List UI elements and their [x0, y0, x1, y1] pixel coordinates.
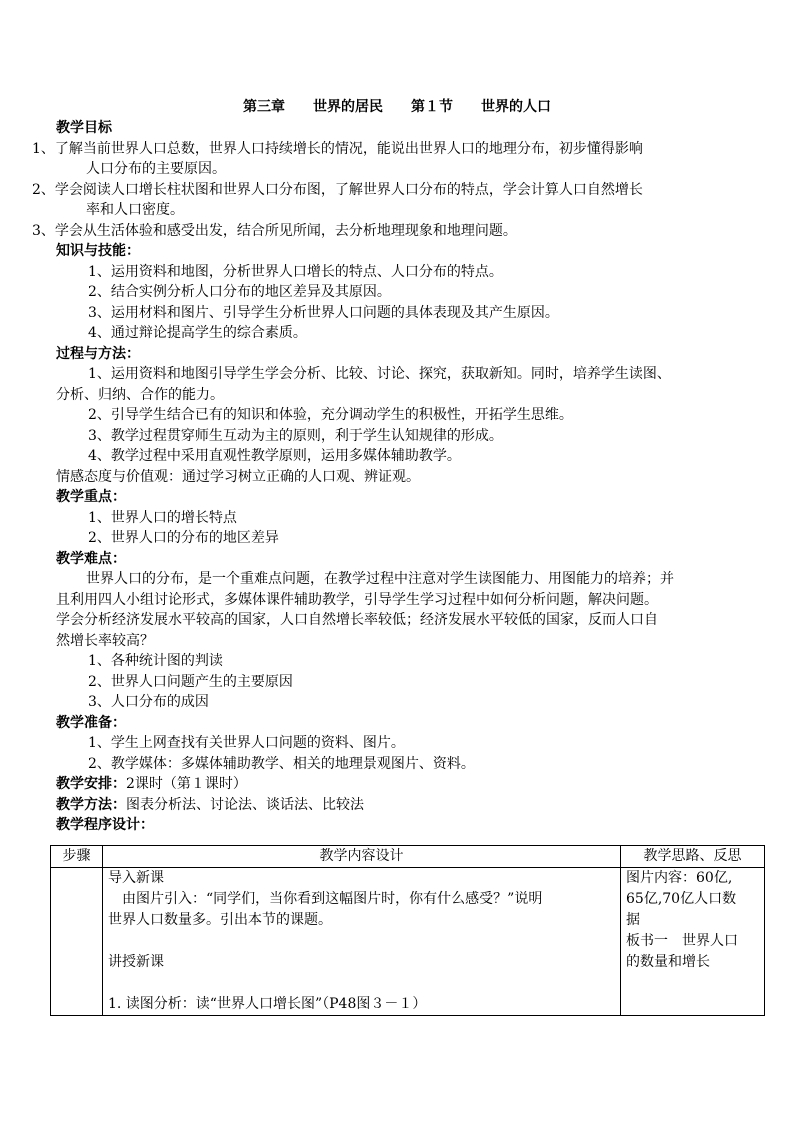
schedule-row	[56, 774, 762, 795]
objectives-heading: 教学目标	[56, 120, 112, 136]
objective-item: 3、学会从生活体验和感受出发，结合所见所闻，去分析地理现象和地理问题。	[32, 222, 517, 239]
process-item: 2、引导学生结合已有的知识和体验，充分调动学生的积极性，开拓学生思维。	[88, 407, 573, 423]
document-body	[32, 118, 762, 836]
notes-line: 65亿,70亿人口数	[626, 891, 737, 907]
preparation-heading: 教学准备：	[56, 714, 126, 731]
difficulties-text-line: 世界人口的分布，是一个重难点问题，在教学过程中注意对学生读图能力、用图能力的培养；并	[86, 571, 674, 587]
intro-title: 导入新课	[108, 870, 164, 886]
methods-label: 教学方法：	[56, 796, 126, 813]
header-content: 教学内容设计	[103, 846, 621, 868]
key-point-item: 1、世界人口的增长特点	[88, 509, 237, 526]
page-title: 第三章 世界的居民 第１节 世界的人口	[243, 99, 551, 115]
schedule-value: 2课时（第１课时）	[126, 776, 247, 792]
objective-item: 1、了解当前世界人口总数，世界人口持续增长的情况，能说出世界人口的地理分布，初步懂得影响	[32, 140, 643, 157]
difficulties-text-line: 然增长率较高？	[56, 632, 154, 649]
key-point-item: 2、世界人口的分布的地区差异	[88, 530, 279, 546]
intro-line: 由图片引入：“同学们，当你看到这幅图片时，你有什么感受？”说明	[122, 891, 543, 907]
methods-value: 图表分析法、讨论法、谈话法、比较法	[126, 796, 364, 813]
key-points-heading: 教学重点：	[56, 489, 126, 505]
intro-line: 世界人口数量多。引出本节的课题。	[108, 912, 332, 928]
objective-item-cont: 率和人口密度。	[86, 202, 184, 218]
new-lesson-title: 讲授新课	[108, 954, 164, 970]
notes-line: 板书一 世界人口	[626, 933, 738, 949]
table-header-row	[51, 846, 765, 868]
knowledge-item: 4、通过辩论提高学生的综合素质。	[88, 325, 307, 341]
header-notes: 教学思路、反思	[621, 846, 765, 868]
knowledge-item: 2、结合实例分析人口分布的地区差异及其原因。	[88, 284, 391, 300]
program-heading: 教学程序设计：	[56, 817, 154, 833]
spacer	[108, 931, 620, 952]
process-item-cont: 分析、归纳、合作的能力。	[56, 386, 224, 403]
step-cell	[51, 868, 103, 1016]
notes-line: 图片内容：60亿,	[626, 870, 733, 886]
process-item: 3、教学过程贯穿师生互动为主的原则，利于学生认知规律的形成。	[88, 427, 503, 444]
spacer	[108, 973, 620, 994]
difficulties-text-line: 学会分析经济发展水平较高的国家，人口自然增长率较低；经济发展水平较低的国家，反而人口自	[56, 612, 658, 628]
difficulty-item: 3、人口分布的成因	[88, 694, 209, 710]
notes-line: 据	[626, 912, 640, 928]
knowledge-item: 3、运用材料和图片、引导学生分析世界人口问题的具体表现及其产生原因。	[88, 304, 559, 321]
preparation-item: 2、教学媒体：多媒体辅助教学、相关的地理景观图片、资料。	[88, 755, 475, 772]
process-heading: 过程与方法：	[56, 345, 140, 362]
notes-line: 的数量和增长	[626, 954, 710, 970]
objective-item-cont: 人口分布的主要原因。	[86, 161, 226, 177]
table-row	[51, 868, 765, 1016]
emotion-values: 情感态度与价值观：通过学习树立正确的人口观、辨证观。	[56, 468, 420, 485]
content-cell	[103, 868, 621, 1016]
process-item: 1、运用资料和地图引导学生学会分析、比较、讨论、探究，获取新知。同时，培养学生读图、	[88, 366, 671, 382]
preparation-item: 1、学生上网查找有关世界人口问题的资料、图片。	[88, 735, 405, 751]
difficulty-item: 2、世界人口问题产生的主要原因	[88, 673, 293, 690]
notes-cell	[621, 868, 765, 1016]
schedule-label: 教学安排：	[56, 776, 126, 792]
step-1-text: 1. 读图分析：读“世界人口增长图”（P48图３－１）	[108, 996, 427, 1012]
difficulty-item: 1、各种统计图的判读	[88, 653, 223, 669]
knowledge-item: 1、运用资料和地图，分析世界人口增长的特点、人口分布的特点。	[88, 263, 503, 280]
difficulties-heading: 教学难点：	[56, 550, 126, 567]
header-step: 步骤	[51, 846, 103, 868]
difficulties-text-line: 且利用四人小组讨论形式，多媒体课件辅助教学，引导学生学习过程中如何分析问题，解决问题。	[56, 591, 658, 608]
objective-item: 2、学会阅读人口增长柱状图和世界人口分布图，了解世界人口分布的特点，学会计算人口自然增长	[32, 181, 643, 198]
methods-row	[56, 795, 762, 816]
program-table	[50, 845, 765, 1016]
knowledge-heading: 知识与技能：	[56, 243, 140, 259]
process-item: 4、教学过程中采用直观性教学原则，运用多媒体辅助教学。	[88, 448, 461, 464]
